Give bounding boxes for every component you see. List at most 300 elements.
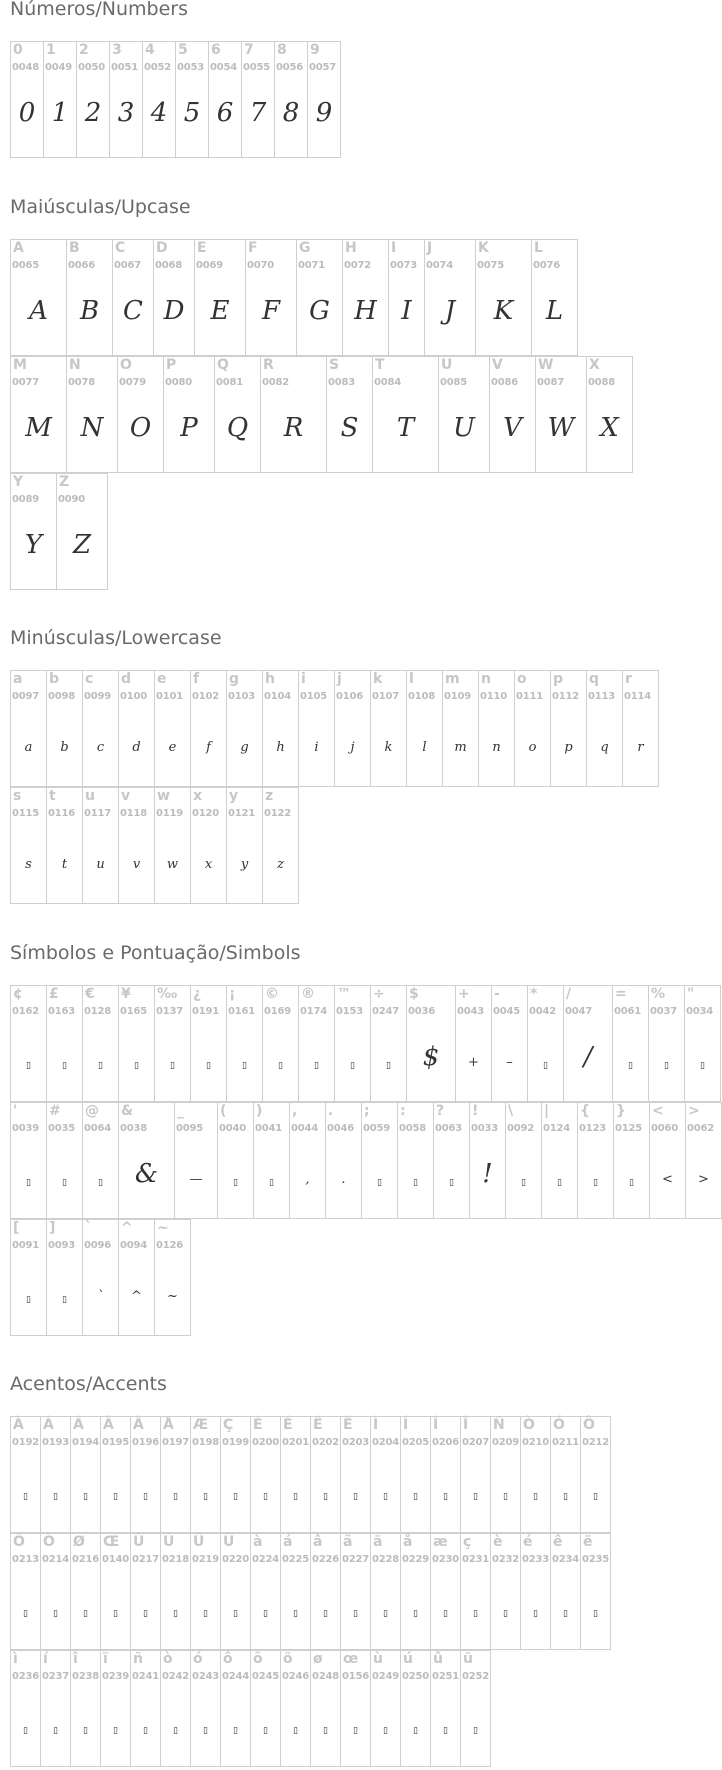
glyph-code-label: 0097 — [12, 691, 40, 702]
glyph-cell — [109, 41, 143, 158]
glyph-cell — [70, 1416, 101, 1533]
glyph-code-label: 0245 — [252, 1671, 280, 1682]
glyph-code-label: 0091 — [12, 1240, 40, 1251]
glyph-character-label: Ã — [103, 1417, 114, 1433]
glyph-cell — [489, 356, 536, 473]
glyph-character-label: Ò — [523, 1417, 535, 1433]
glyph-character-label: w — [157, 788, 170, 804]
glyph-cell — [478, 670, 515, 787]
glyph-sample: l — [422, 740, 427, 755]
glyph-cell — [190, 1533, 221, 1650]
glyph-character-label: 9 — [310, 42, 320, 58]
glyph-cell — [154, 985, 191, 1102]
glyph-code-label: 0213 — [12, 1554, 40, 1565]
glyph-code-label: 0054 — [210, 62, 238, 73]
glyph-code-label: 0063 — [435, 1123, 463, 1134]
glyph-code-label: 0057 — [309, 62, 337, 73]
glyph-sample: ▯ — [53, 1609, 58, 1619]
glyph-code-label: 0111 — [516, 691, 544, 702]
glyph-sample: ▯ — [293, 1492, 298, 1502]
glyph-cell — [226, 787, 263, 904]
glyph-cell — [40, 1533, 71, 1650]
glyph-code-label: 0246 — [282, 1671, 310, 1682]
glyph-cell — [160, 1533, 191, 1650]
glyph-code-label: 0203 — [342, 1437, 370, 1448]
glyph-cell — [250, 1533, 281, 1650]
glyph-code-label: 0118 — [120, 808, 148, 819]
glyph-code-label: 0033 — [471, 1123, 499, 1134]
glyph-sample: ▯ — [449, 1178, 454, 1188]
glyph-row — [10, 1650, 491, 1767]
glyph-cell — [262, 787, 299, 904]
glyph-code-label: 0161 — [228, 1006, 256, 1017]
glyph-cell — [289, 1102, 326, 1219]
glyph-character-label: Ì — [373, 1417, 379, 1433]
glyph-character-label: ( — [220, 1103, 227, 1119]
glyph-code-label: 0204 — [372, 1437, 400, 1448]
glyph-cell — [280, 1416, 311, 1533]
glyph-cell — [118, 1219, 155, 1336]
glyph-cell — [153, 239, 195, 356]
glyph-sample: ▯ — [543, 1061, 548, 1071]
glyph-sample: ▯ — [233, 1492, 238, 1502]
glyph-code-label: 0156 — [342, 1671, 370, 1682]
glyph-cell — [685, 1102, 722, 1219]
glyph-code-label: 0201 — [282, 1437, 310, 1448]
glyph-character-label: s — [13, 788, 22, 804]
glyph-character-label: @ — [85, 1103, 99, 1119]
glyph-sample: 7 — [249, 98, 267, 128]
glyph-sample: 9 — [315, 98, 333, 128]
glyph-cell — [118, 985, 155, 1102]
glyph-character-label: 0 — [13, 42, 23, 58]
glyph-cell — [370, 985, 407, 1102]
glyph-sample: F — [261, 296, 281, 326]
glyph-character-label: ‰ — [157, 986, 178, 1002]
glyph-sample: – — [506, 1055, 513, 1070]
glyph-code-label: 0217 — [132, 1554, 160, 1565]
glyph-cell — [430, 1650, 461, 1767]
glyph-character-label: À — [13, 1417, 24, 1433]
glyph-cell — [40, 1416, 71, 1533]
glyph-code-label: 0058 — [399, 1123, 427, 1134]
glyph-sample: ▯ — [521, 1178, 526, 1188]
glyph-code-label: 0044 — [291, 1123, 319, 1134]
glyph-code-label: 0114 — [624, 691, 652, 702]
glyph-code-label: 0191 — [192, 1006, 220, 1017]
glyph-character-label: Á — [43, 1417, 54, 1433]
glyph-character-label: m — [445, 671, 460, 687]
glyph-code-label: 0140 — [102, 1554, 130, 1565]
glyph-row — [10, 1416, 611, 1533]
glyph-sample: ▯ — [383, 1609, 388, 1619]
glyph-row — [10, 1219, 191, 1336]
glyph-character-label: ¿ — [193, 986, 202, 1002]
glyph-cell — [370, 1650, 401, 1767]
glyph-cell — [226, 985, 263, 1102]
glyph-code-label: 0250 — [402, 1671, 430, 1682]
glyph-cell — [334, 985, 371, 1102]
glyph-character-label: ì — [13, 1651, 18, 1667]
glyph-sample: ▯ — [263, 1609, 268, 1619]
glyph-code-label: 0036 — [408, 1006, 436, 1017]
glyph-sample: W — [547, 413, 575, 443]
glyph-cell — [491, 985, 528, 1102]
glyph-cell — [10, 1650, 41, 1767]
glyph-code-label: 0104 — [264, 691, 292, 702]
glyph-code-label: 0062 — [687, 1123, 715, 1134]
glyph-code-label: 0034 — [686, 1006, 714, 1017]
glyph-code-label: 0105 — [300, 691, 328, 702]
glyph-character-label: B — [69, 240, 80, 256]
glyph-row — [10, 473, 108, 590]
glyph-cell — [310, 1650, 341, 1767]
glyph-sample: 2 — [84, 98, 102, 128]
glyph-cell — [130, 1416, 161, 1533]
glyph-code-label: 0219 — [192, 1554, 220, 1565]
glyph-cell — [361, 1102, 398, 1219]
glyph-cell — [430, 1533, 461, 1650]
glyph-sample: ▯ — [473, 1726, 478, 1736]
glyph-code-label: 0137 — [156, 1006, 184, 1017]
glyph-code-label: 0074 — [426, 260, 454, 271]
glyph-sample: ▯ — [263, 1492, 268, 1502]
glyph-character-label: 5 — [178, 42, 188, 58]
glyph-cell — [460, 1650, 491, 1767]
glyph-cell — [194, 239, 246, 356]
glyph-code-label: 0055 — [243, 62, 271, 73]
glyph-code-label: 0079 — [119, 377, 147, 388]
glyph-cell — [10, 356, 67, 473]
glyph-code-label: 0200 — [252, 1437, 280, 1448]
glyph-character-label: I — [391, 240, 397, 256]
glyph-sample: ▯ — [700, 1061, 705, 1071]
glyph-character-label: 1 — [46, 42, 56, 58]
glyph-character-label: Ê — [313, 1417, 323, 1433]
glyph-code-label: 0116 — [48, 808, 76, 819]
glyph-code-label: 0070 — [247, 260, 275, 271]
glyph-code-label: 0220 — [222, 1554, 250, 1565]
glyph-code-label: 0050 — [78, 62, 106, 73]
glyph-character-label: a — [13, 671, 23, 687]
glyph-cell — [424, 239, 476, 356]
glyph-character-label: ) — [256, 1103, 263, 1119]
glyph-row — [10, 787, 299, 904]
glyph-character-label: 4 — [145, 42, 155, 58]
glyph-code-label: 0252 — [462, 1671, 490, 1682]
glyph-code-label: 0247 — [372, 1006, 400, 1017]
glyph-cell — [274, 41, 308, 158]
glyph-code-label: 0059 — [363, 1123, 391, 1134]
glyph-sample: ▯ — [533, 1492, 538, 1502]
glyph-sample: D — [163, 296, 185, 326]
glyph-code-label: 0174 — [300, 1006, 328, 1017]
glyph-character-label: p — [553, 671, 564, 687]
glyph-sample: o — [528, 740, 537, 755]
glyph-cell — [10, 1219, 47, 1336]
glyph-character-label: f — [193, 671, 200, 687]
glyph-character-label: c — [85, 671, 94, 687]
glyph-code-label: 0239 — [102, 1671, 130, 1682]
glyph-cell — [253, 1102, 290, 1219]
glyph-sample: ▯ — [443, 1726, 448, 1736]
glyph-character-label: l — [409, 671, 414, 687]
glyph-cell — [325, 1102, 362, 1219]
glyph-cell — [612, 985, 649, 1102]
glyph-character-label: F — [248, 240, 258, 256]
glyph-sample: — — [189, 1172, 203, 1187]
glyph-sample: ▯ — [134, 1061, 139, 1071]
glyph-sample: ▯ — [353, 1609, 358, 1619]
glyph-sample: m — [454, 740, 467, 755]
glyph-code-label: 0095 — [176, 1123, 204, 1134]
glyph-sample: j — [350, 740, 355, 755]
glyph-code-label: 0202 — [312, 1437, 340, 1448]
glyph-sample: q — [600, 740, 609, 755]
glyph-character-label: £ — [49, 986, 59, 1002]
glyph-code-label: 0234 — [552, 1554, 580, 1565]
glyph-cell — [214, 356, 261, 473]
glyph-code-label: 0067 — [114, 260, 142, 271]
glyph-code-label: 0251 — [432, 1671, 460, 1682]
glyph-cell — [82, 1219, 119, 1336]
glyph-sample: V — [503, 413, 522, 443]
glyph-cell — [400, 1650, 431, 1767]
glyph-code-label: 0071 — [298, 260, 326, 271]
glyph-cell — [154, 787, 191, 904]
glyph-code-label: 0035 — [48, 1123, 76, 1134]
glyph-sample: ▯ — [278, 1061, 283, 1071]
glyph-sample: Z — [72, 530, 92, 560]
glyph-character-label: ï — [103, 1651, 108, 1667]
glyph-code-label: 0237 — [42, 1671, 70, 1682]
glyph-sample: ▯ — [26, 1295, 31, 1305]
glyph-code-label: 0042 — [529, 1006, 557, 1017]
glyph-cell — [160, 1650, 191, 1767]
glyph-cell — [541, 1102, 578, 1219]
glyph-cell — [10, 1533, 41, 1650]
glyph-code-label: 0100 — [120, 691, 148, 702]
glyph-cell — [262, 670, 299, 787]
glyph-sample: s — [25, 857, 32, 872]
glyph-sample: ▯ — [323, 1609, 328, 1619]
glyph-code-label: 0169 — [264, 1006, 292, 1017]
glyph-sample: ▯ — [26, 1061, 31, 1071]
glyph-sample: ▯ — [557, 1178, 562, 1188]
glyph-sample: f — [206, 740, 211, 755]
glyph-cell — [160, 1416, 191, 1533]
glyph-character-label: d — [121, 671, 132, 687]
glyph-sample: ! — [482, 1159, 493, 1189]
glyph-character-label: ó — [193, 1651, 203, 1667]
glyph-cell — [250, 1416, 281, 1533]
glyph-code-label: 0056 — [276, 62, 304, 73]
glyph-character-label: E — [197, 240, 207, 256]
glyph-code-label: 0094 — [120, 1240, 148, 1251]
glyph-character-label: Î — [433, 1417, 439, 1433]
glyph-cell — [307, 41, 341, 158]
glyph-sample: A — [29, 296, 48, 326]
glyph-cell — [490, 1533, 521, 1650]
glyph-character-label: R — [263, 357, 274, 373]
glyph-sample: C — [123, 296, 143, 326]
glyph-code-label: 0117 — [84, 808, 112, 819]
glyph-character-label: ø — [313, 1651, 323, 1667]
glyph-cell — [190, 670, 227, 787]
glyph-cell — [10, 787, 47, 904]
glyph-character-label: z — [265, 788, 274, 804]
glyph-code-label: 0046 — [327, 1123, 355, 1134]
glyph-character-label: ü — [463, 1651, 473, 1667]
glyph-cell — [40, 1650, 71, 1767]
glyph-character-label: Û — [193, 1534, 205, 1550]
glyph-sample: ▯ — [173, 1726, 178, 1736]
section-title: Números/Numbers — [10, 0, 188, 20]
glyph-character-label: - — [494, 986, 500, 1002]
glyph-character-label: T — [375, 357, 385, 373]
glyph-sample: 5 — [183, 98, 201, 128]
glyph-code-label: 0210 — [522, 1437, 550, 1448]
glyph-sample: ▯ — [173, 1492, 178, 1502]
glyph-sample: ▯ — [62, 1178, 67, 1188]
glyph-cell — [648, 985, 685, 1102]
glyph-character-label: 3 — [112, 42, 122, 58]
glyph-cell — [154, 670, 191, 787]
glyph-character-label: ® — [301, 986, 315, 1002]
glyph-code-label: 0053 — [177, 62, 205, 73]
glyph-character-label: q — [589, 671, 600, 687]
glyph-sample: ▯ — [443, 1492, 448, 1502]
glyph-row — [10, 41, 341, 158]
glyph-cell — [334, 670, 371, 787]
glyph-code-label: 0052 — [144, 62, 172, 73]
glyph-cell — [577, 1102, 614, 1219]
section-title: Maiúsculas/Upcase — [10, 196, 191, 218]
glyph-cell — [684, 985, 721, 1102]
glyph-code-label: 0241 — [132, 1671, 160, 1682]
glyph-character-label: ê — [553, 1534, 563, 1550]
glyph-code-label: 0103 — [228, 691, 256, 702]
glyph-character-label: 7 — [244, 42, 254, 58]
glyph-sample: ▯ — [323, 1492, 328, 1502]
glyph-sample: w — [166, 857, 179, 872]
glyph-sample: H — [354, 296, 377, 326]
glyph-sample: ▯ — [383, 1726, 388, 1736]
glyph-cell — [460, 1416, 491, 1533]
glyph-sample: + — [468, 1055, 479, 1070]
glyph-sample: R — [283, 413, 304, 443]
glyph-character-label: : — [400, 1103, 406, 1119]
glyph-character-label: C — [115, 240, 126, 256]
glyph-cell — [649, 1102, 686, 1219]
glyph-code-label: 0211 — [552, 1437, 580, 1448]
glyph-character-label: % — [651, 986, 666, 1002]
glyph-character-label: & — [121, 1103, 134, 1119]
glyph-sample: 8 — [282, 98, 300, 128]
glyph-character-label: b — [49, 671, 60, 687]
glyph-code-label: 0078 — [68, 377, 96, 388]
glyph-character-label: y — [229, 788, 239, 804]
glyph-character-label: ? — [436, 1103, 445, 1119]
glyph-character-label: v — [121, 788, 131, 804]
glyph-character-label: ç — [463, 1534, 472, 1550]
glyph-character-label: Ç — [223, 1417, 234, 1433]
glyph-character-label: ù — [373, 1651, 383, 1667]
glyph-row — [10, 670, 659, 787]
glyph-code-label: 0075 — [477, 260, 505, 271]
glyph-cell — [76, 41, 110, 158]
glyph-sample: d — [132, 740, 141, 755]
glyph-cell — [174, 1102, 218, 1219]
glyph-code-label: 0037 — [650, 1006, 678, 1017]
glyph-sample: ▯ — [23, 1726, 28, 1736]
glyph-character-label: 6 — [211, 42, 221, 58]
glyph-code-label: 0047 — [565, 1006, 593, 1017]
glyph-code-label: 0084 — [374, 377, 402, 388]
glyph-cell — [112, 239, 154, 356]
glyph-cell — [10, 1102, 47, 1219]
glyph-character-label: N — [69, 357, 81, 373]
glyph-character-label: Æ — [193, 1417, 209, 1433]
glyph-code-label: 0233 — [522, 1554, 550, 1565]
glyph-code-label: 0106 — [336, 691, 364, 702]
glyph-cell — [175, 41, 209, 158]
glyph-cell — [370, 1416, 401, 1533]
glyph-cell — [130, 1650, 161, 1767]
glyph-sample: ▯ — [173, 1609, 178, 1619]
glyph-code-label: 0227 — [342, 1554, 370, 1565]
glyph-sample: . — [341, 1172, 346, 1187]
glyph-sample: i — [314, 740, 319, 755]
glyph-character-label: } — [616, 1103, 626, 1119]
glyph-code-label: 0194 — [72, 1437, 100, 1448]
glyph-cell — [142, 41, 176, 158]
glyph-cell — [10, 239, 67, 356]
glyph-cell — [10, 473, 57, 590]
glyph-code-label: 0236 — [12, 1671, 40, 1682]
glyph-sample: r — [637, 740, 644, 755]
glyph-character-label: Œ — [103, 1534, 120, 1550]
glyph-sample: ~ — [167, 1289, 178, 1304]
glyph-sample: S — [340, 413, 359, 443]
glyph-sample: ▯ — [83, 1726, 88, 1736]
glyph-character-label: œ — [343, 1651, 359, 1667]
glyph-character-label: É — [283, 1417, 293, 1433]
glyph-sample: 6 — [216, 98, 234, 128]
glyph-code-label: 0242 — [162, 1671, 190, 1682]
glyph-cell — [514, 670, 551, 787]
glyph-code-label: 0214 — [42, 1554, 70, 1565]
glyph-cell — [298, 670, 335, 787]
glyph-sample: ▯ — [314, 1061, 319, 1071]
glyph-sample: ▯ — [263, 1726, 268, 1736]
glyph-character-label: D — [156, 240, 168, 256]
glyph-cell — [442, 670, 479, 787]
glyph-sample: ▯ — [143, 1492, 148, 1502]
glyph-sample: b — [60, 740, 69, 755]
glyph-sample: ▯ — [113, 1726, 118, 1736]
glyph-cell — [82, 1102, 119, 1219]
glyph-character-label: O — [120, 357, 132, 373]
glyph-code-label: 0061 — [614, 1006, 642, 1017]
glyph-sample: P — [180, 413, 198, 443]
glyph-code-label: 0125 — [615, 1123, 643, 1134]
glyph-character-label: ] — [49, 1220, 56, 1236]
glyph-character-label: / — [566, 986, 572, 1002]
glyph-sample: ▯ — [233, 1726, 238, 1736]
glyph-cell — [100, 1416, 131, 1533]
glyph-cell — [370, 670, 407, 787]
